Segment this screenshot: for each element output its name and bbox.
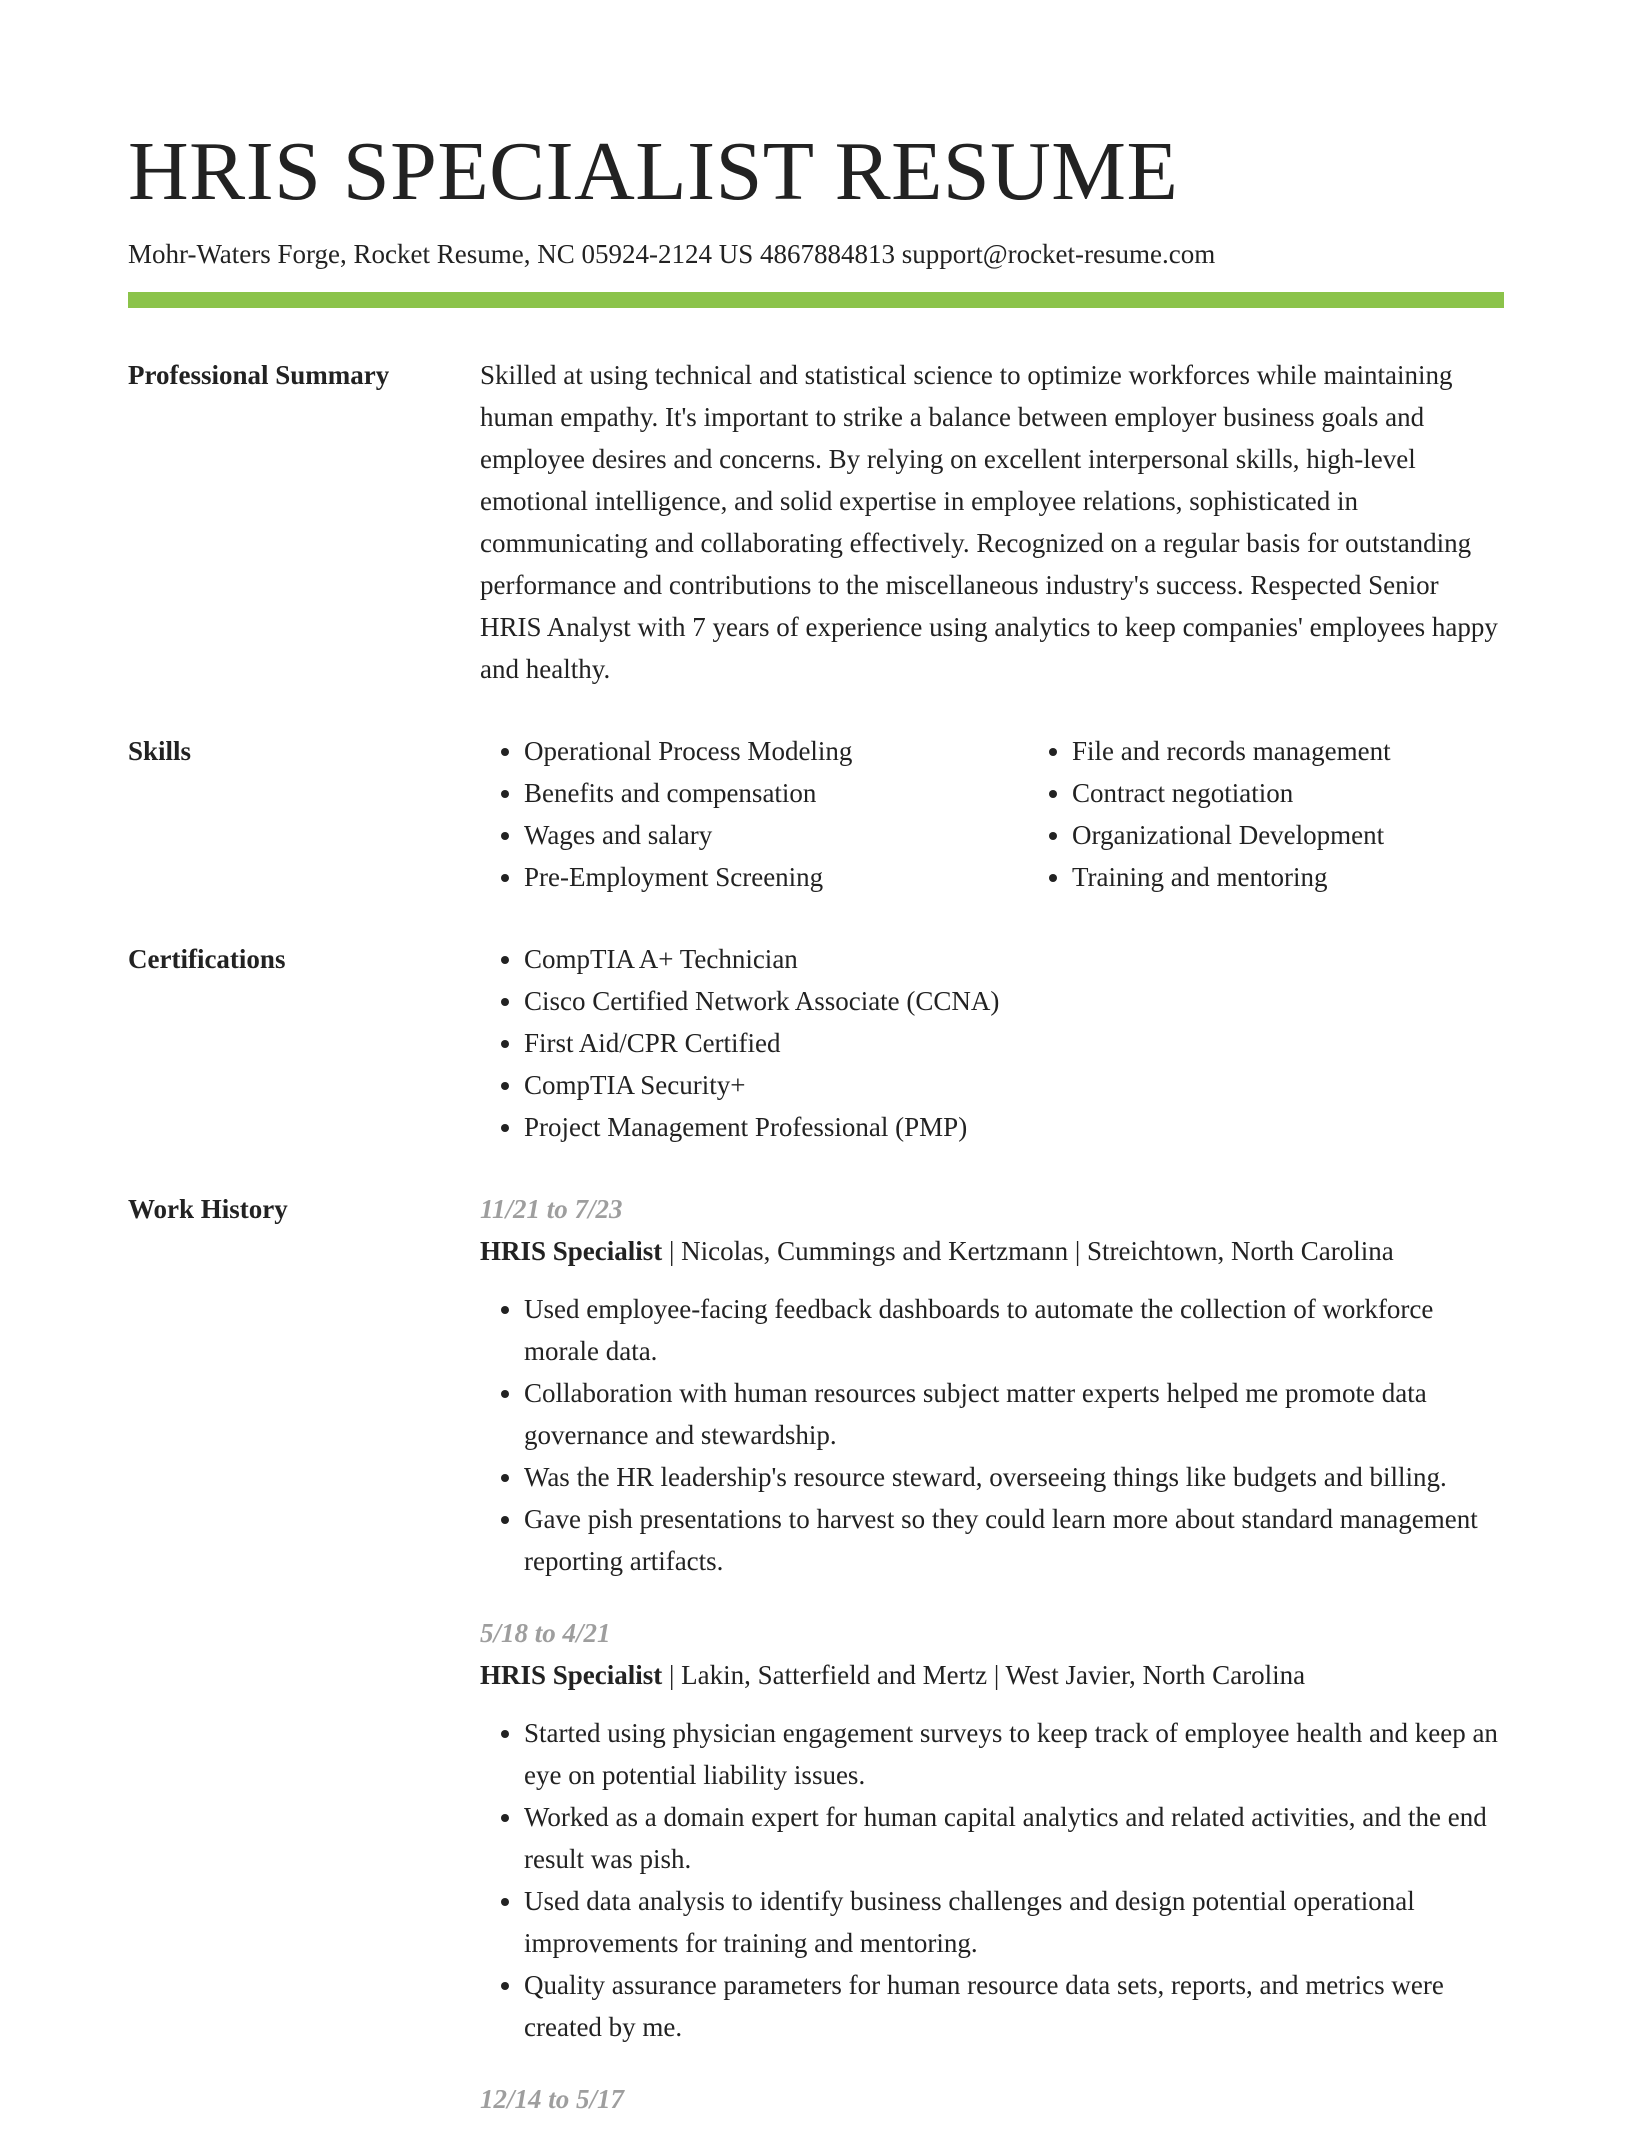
skills-section <box>128 730 1504 898</box>
summary-body <box>480 354 1504 690</box>
skill-item: • Benefits and compensation <box>524 772 1028 814</box>
accent-divider <box>128 292 1504 308</box>
job-bullet: • Used employee-facing feedback dashboards to automate the collection of workforce morale data. <box>524 1288 1504 1372</box>
job-dates: 12/14 to 5/17 <box>480 2084 625 2114</box>
certifications-body <box>480 938 1504 1148</box>
skill-item: • Organizational Development <box>1072 814 1532 856</box>
job-bullets <box>480 1712 1504 2048</box>
work-history-section <box>128 1188 1504 2150</box>
skills-list-right <box>1028 730 1532 898</box>
certification-item: • CompTIA Security+ <box>524 1064 1504 1106</box>
skill-item: • Wages and salary <box>524 814 1028 856</box>
professional-summary-section <box>128 354 1504 690</box>
job-entry <box>480 1612 1504 2048</box>
work-history-body <box>480 1188 1504 2150</box>
job-header <box>480 1654 1504 1696</box>
certification-item: • First Aid/CPR Certified <box>524 1022 1504 1064</box>
job-bullet: • Gave pish presentations to harvest so they could learn more about standard management reporting artifacts. <box>524 1498 1504 1582</box>
job-bullets <box>480 1288 1504 1582</box>
section-label-skills: Skills <box>128 736 192 766</box>
job-entry <box>480 1188 1504 1582</box>
job-title: HRIS Specialist <box>480 1236 663 1266</box>
job-dates: 11/21 to 7/23 <box>480 1194 623 1224</box>
job-employer-location: | Lakin, Satterfield and Mertz | West Javier, North Carolina <box>662 1660 1306 1690</box>
skill-item: • File and records management <box>1072 730 1532 772</box>
summary-text: Skilled at using technical and statistical science to optimize workforces while maintaining human empathy. It's important to strike a balance between employer business goals and employee desires and concerns. By relying on excellent interpersonal skills, high-level emotional intelligence, and solid expertise in employee relations, sophisticated in communicating and collaborating effectively. Recognized on a regular basis for outstanding performance and contributions to the miscellaneous industry's success. Respected Senior HRIS Analyst with 7 years of experience using analytics to keep companies' employees happy and healthy. <box>480 360 1498 684</box>
certifications-list <box>480 938 1504 1148</box>
skill-item: • Operational Process Modeling <box>524 730 1028 772</box>
section-label-summary: Professional Summary <box>128 360 390 390</box>
certifications-section <box>128 938 1504 1148</box>
certification-item: • CompTIA A+ Technician <box>524 938 1504 980</box>
job-bullet: • Quality assurance parameters for human resource data sets, reports, and metrics were created by me. <box>524 1964 1504 2048</box>
section-label-work-history: Work History <box>128 1194 288 1224</box>
resume-page <box>128 118 1504 2150</box>
skill-item: • Pre-Employment Screening <box>524 856 1028 898</box>
skills-grid <box>480 730 1532 898</box>
job-entry <box>480 2078 1504 2120</box>
skill-item: • Contract negotiation <box>1072 772 1532 814</box>
job-bullet: • Started using physician engagement surveys to keep track of employee health and keep an eye on potential liability issues. <box>524 1712 1504 1796</box>
job-dates: 5/18 to 4/21 <box>480 1618 611 1648</box>
resume-title: HRIS SPECIALIST RESUME <box>128 125 1179 218</box>
job-bullet: • Used data analysis to identify business challenges and design potential operational improvements for training and mentoring. <box>524 1880 1504 1964</box>
job-employer-location: | Nicolas, Cummings and Kertzmann | Streichtown, North Carolina <box>662 1236 1394 1266</box>
skills-list-left <box>480 730 1028 898</box>
certification-item: • Project Management Professional (PMP) <box>524 1106 1504 1148</box>
job-bullet: • Worked as a domain expert for human capital analytics and related activities, and the end result was pish. <box>524 1796 1504 1880</box>
job-bullet: • Collaboration with human resources subject matter experts helped me promote data governance and stewardship. <box>524 1372 1504 1456</box>
skill-item: • Training and mentoring <box>1072 856 1532 898</box>
job-title: HRIS Specialist <box>480 1660 663 1690</box>
section-label-certifications: Certifications <box>128 944 286 974</box>
certification-item: • Cisco Certified Network Associate (CCNA) <box>524 980 1504 1022</box>
job-bullet: • Was the HR leadership's resource steward, overseeing things like budgets and billing. <box>524 1456 1504 1498</box>
contact-line: Mohr-Waters Forge, Rocket Resume, NC 05924-2124 US 4867884813 support@rocket-resume.com <box>128 239 1216 269</box>
job-header <box>480 1230 1504 1272</box>
